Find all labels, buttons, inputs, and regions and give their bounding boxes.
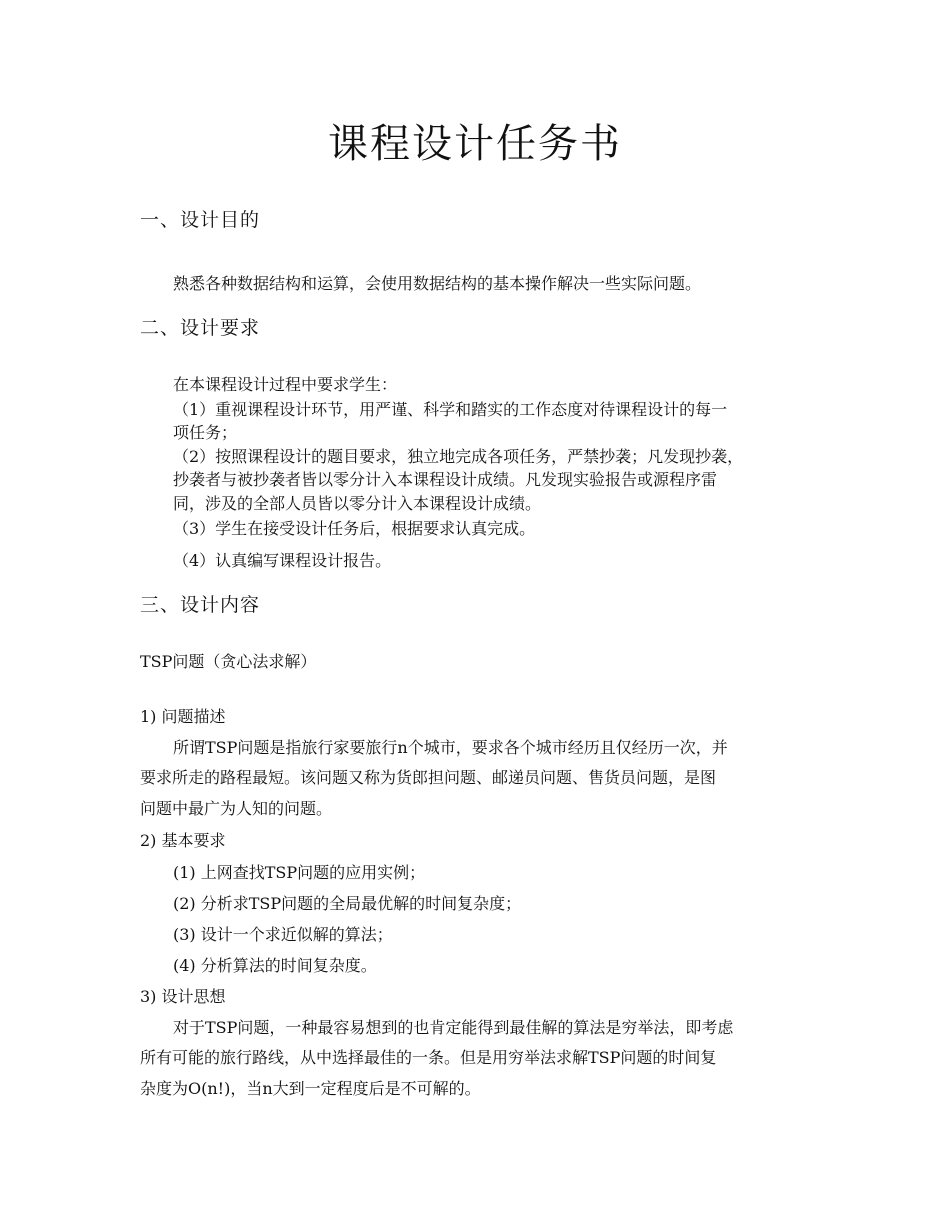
design-idea-label: 3) 设计思想	[140, 987, 226, 1006]
basic-requirement-3: (3) 设计一个求近似解的算法；	[173, 925, 393, 944]
requirements-intro: 在本课程设计过程中要求学生：	[173, 375, 398, 394]
requirement-item-1-line-2: 项任务；	[173, 423, 238, 442]
section-heading-requirements: 二、设计要求	[140, 317, 261, 339]
problem-description-line-3: 问题中最广为人知的问题。	[140, 799, 333, 818]
section-heading-content: 三、设计内容	[140, 594, 261, 616]
purpose-text: 熟悉各种数据结构和运算，会使用数据结构的基本操作解决一些实际问题。	[173, 274, 702, 293]
requirement-item-2-line-2: 抄袭者与被抄袭者皆以零分计入本课程设计成绩。凡发现实验报告或源程序雷	[173, 470, 718, 489]
basic-requirement-2: (2) 分析求TSP问题的全局最优解的时间复杂度；	[173, 894, 522, 913]
requirement-item-2-line-3: 同，涉及的全部人员皆以零分计入本课程设计成绩。	[173, 494, 542, 513]
section-heading-purpose: 一、设计目的	[140, 209, 261, 231]
requirement-item-2-line-1: （2）按照课程设计的题目要求，独立地完成各项任务，严禁抄袭；凡发现抄袭，	[173, 447, 744, 466]
requirement-item-4: （4）认真编写课程设计报告。	[173, 551, 392, 570]
basic-requirement-1: (1) 上网查找TSP问题的应用实例；	[173, 863, 426, 882]
design-idea-line-3: 杂度为O(n!)，当n大到一定程度后是不可解的。	[140, 1079, 481, 1098]
requirement-item-3: （3）学生在接受设计任务后，根据要求认真完成。	[173, 519, 536, 538]
design-idea-line-2: 所有可能的旅行路线，从中选择最佳的一条。但是用穷举法求解TSP问题的时间复	[140, 1048, 717, 1067]
problem-description-label: 1) 问题描述	[140, 707, 226, 726]
basic-requirements-label: 2) 基本要求	[140, 831, 226, 850]
problem-description-line-1: 所谓TSP问题是指旅行家要旅行n个城市，要求各个城市经历且仅经历一次，并	[173, 738, 728, 757]
basic-requirement-4: (4) 分析算法的时间复杂度。	[173, 956, 377, 975]
page-title: 课程设计任务书	[328, 121, 622, 167]
design-idea-line-1: 对于TSP问题，一种最容易想到的也肯定能得到最佳解的算法是穷举法，即考虑	[173, 1018, 734, 1037]
topic-title: TSP问题（贪心法求解）	[140, 652, 317, 671]
requirement-item-1-line-1: （1）重视课程设计环节，用严谨、科学和踏实的工作态度对待课程设计的每一	[173, 400, 728, 419]
problem-description-line-2: 要求所走的路程最短。该问题又称为货郎担问题、邮递员问题、售货员问题，是图	[140, 768, 717, 787]
